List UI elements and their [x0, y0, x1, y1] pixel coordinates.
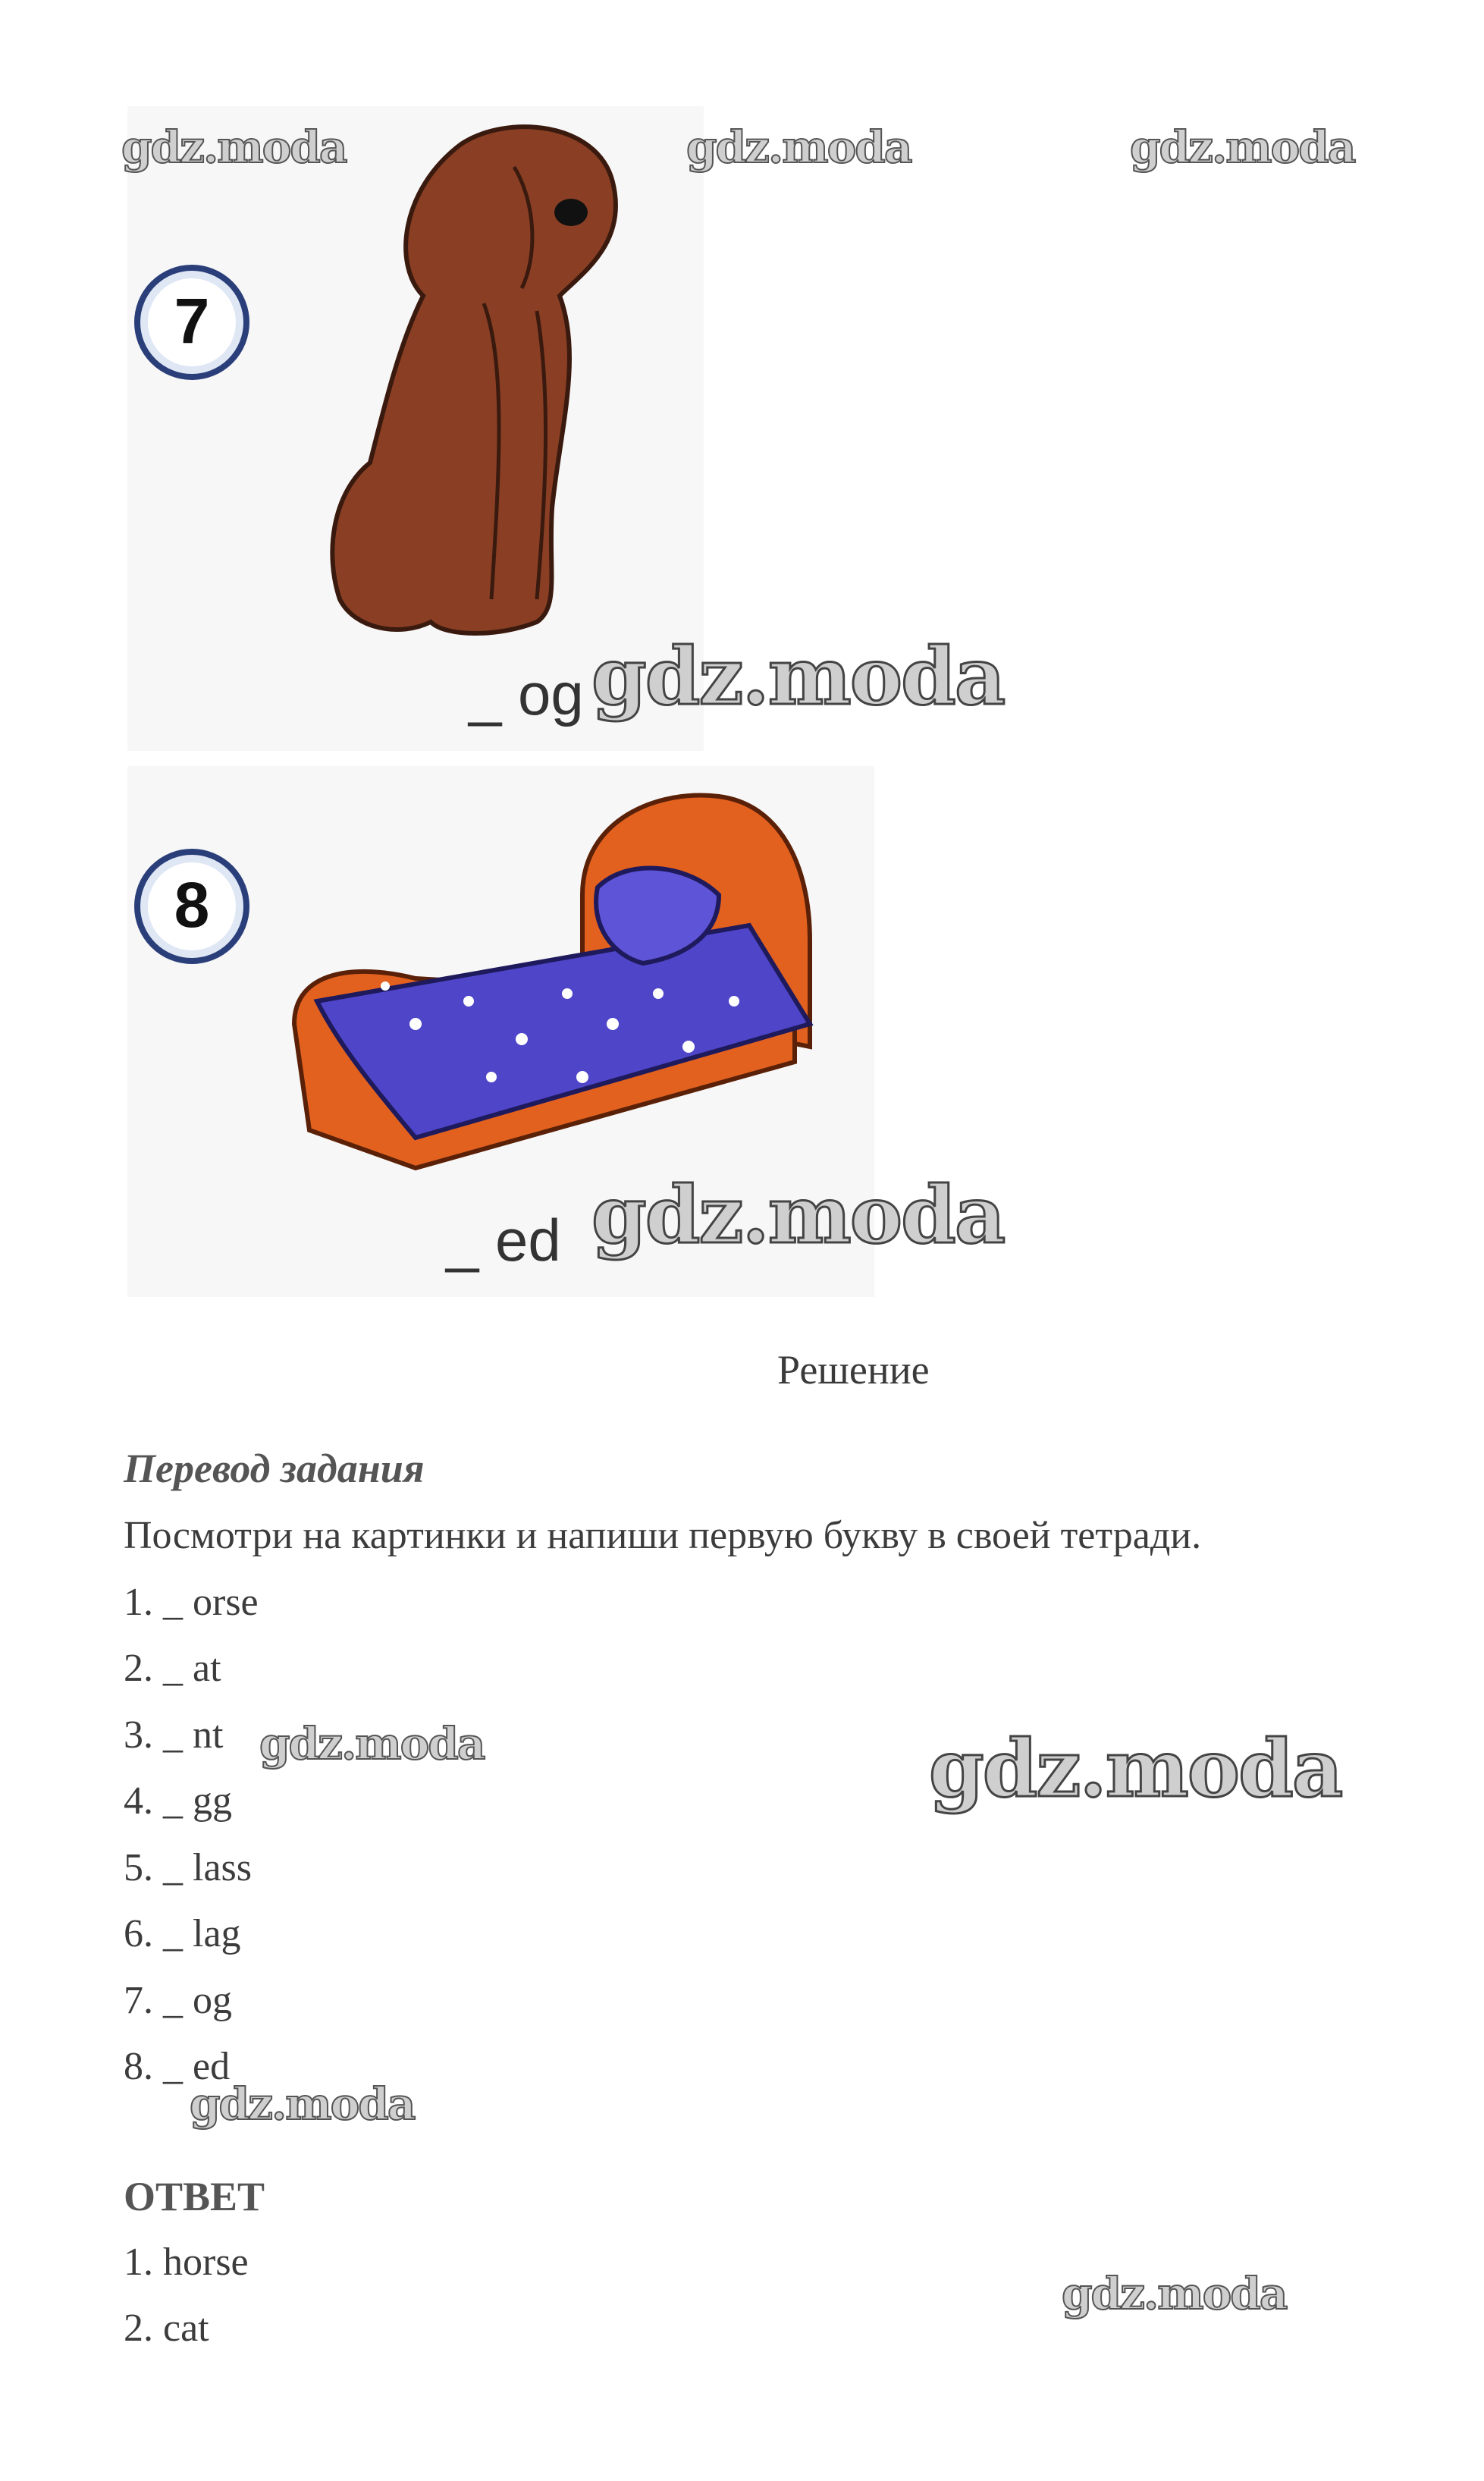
number-badge-7: [127, 258, 256, 387]
number-badge-8: [127, 842, 256, 971]
bed-illustration: [264, 774, 871, 1198]
translation-instruction: Посмотри на картинки и напиши первую букву в своей тетради.: [124, 1514, 1202, 1557]
watermark-top-right: gdz.moda: [1130, 121, 1355, 173]
answer-heading: ОТВЕТ: [124, 2174, 265, 2219]
dog-illustration: [309, 114, 689, 645]
word-caption-8: _ ed: [446, 1207, 561, 1273]
translation-item: 6. _ lag: [124, 1912, 241, 1955]
svg-text:8: 8: [174, 869, 210, 941]
translation-item: 8. _ ed: [124, 2045, 231, 2088]
watermark-answer: gdz.moda: [1062, 2268, 1287, 2319]
watermark-bed: gdz.moda: [591, 1168, 1005, 1261]
answer-item: 1. horse: [124, 2241, 249, 2284]
translation-heading: Перевод задания: [124, 1446, 425, 1491]
word-caption-7: _ og: [469, 661, 584, 727]
svg-text:7: 7: [174, 285, 210, 356]
answer-item: 2. cat: [124, 2307, 209, 2350]
watermark-dog: gdz.moda: [591, 630, 1005, 723]
watermark-list-bottom: gdz.moda: [190, 2078, 415, 2130]
watermark-list-inline: gdz.moda: [259, 1718, 485, 1770]
translation-item: 2. _ at: [124, 1647, 221, 1690]
solution-label: Решение: [777, 1347, 930, 1393]
watermark-top-left: gdz.moda: [121, 121, 347, 173]
translation-item: 4. _ gg: [124, 1779, 232, 1823]
translation-item: 5. _ lass: [124, 1846, 252, 1889]
translation-item: 7. _ og: [124, 1979, 232, 2022]
translation-item: 1. _ orse: [124, 1581, 259, 1624]
watermark-top-center: gdz.moda: [686, 121, 911, 173]
translation-item: 3. _ nt: [124, 1713, 224, 1757]
watermark-list-right: gdz.moda: [929, 1722, 1342, 1815]
